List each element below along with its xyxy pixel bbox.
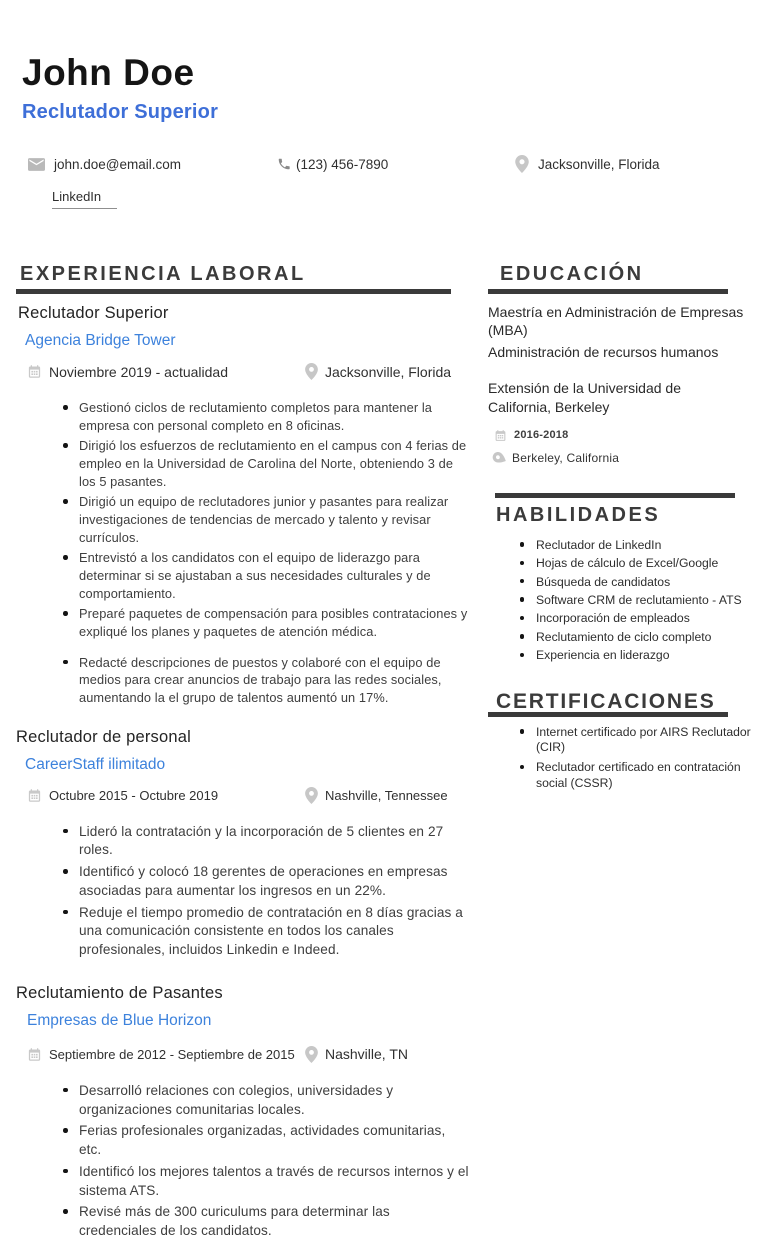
experience-section	[16, 263, 470, 1244]
education-heading-bar	[488, 289, 728, 294]
phone-text: (123) 456-7890	[296, 156, 389, 172]
education-dates	[488, 429, 744, 442]
skill-item: Reclutamiento de ciclo completo	[520, 630, 744, 645]
job-company-link[interactable]: Agencia Bridge Tower	[25, 332, 176, 349]
contact-phone	[277, 157, 515, 172]
job-bullet: Revisé más de 300 curiculums para determinar las credenciales de los candidatos.	[62, 1203, 470, 1241]
job-company-link[interactable]: Empresas de Blue Horizon	[27, 1011, 212, 1029]
certifications-heading: CERTIFICACIONES	[496, 689, 716, 713]
job-location-text: Jacksonville, Florida	[325, 363, 452, 380]
certifications-list	[488, 724, 751, 791]
job-company-link[interactable]: CareerStaff ilimitado	[25, 755, 166, 773]
location-text: Jacksonville, Florida	[538, 156, 660, 172]
skill-item: Búsqueda de candidatos	[520, 575, 744, 590]
skills-section	[488, 493, 744, 663]
envelope-icon	[28, 158, 45, 171]
job-dates	[27, 364, 305, 380]
job-location-text: Nashville, Tennessee	[325, 787, 448, 803]
skill-item: Reclutador de LinkedIn	[520, 538, 744, 553]
location-pin-icon	[305, 1046, 318, 1063]
job-meta-row	[16, 363, 470, 380]
location-pin-icon	[305, 787, 318, 804]
education-field: Administración de recursos humanos	[488, 344, 719, 361]
person-name: John Doe	[22, 52, 195, 93]
job-bullet: Preparé paquetes de compensación para posibles contrataciones y expliqué los planes y paquetes de atención médica.	[62, 605, 470, 640]
contact-row	[22, 155, 768, 173]
sidebar-column	[488, 263, 751, 795]
job-bullet: Dirigió un equipo de reclutadores junior y pasantes para realizar investigaciones de tendencias de mercado y talento y revisar currículos.	[62, 493, 470, 546]
certifications-section	[488, 689, 751, 791]
experience-heading: EXPERIENCIA LABORAL	[20, 263, 306, 285]
location-pin-icon	[305, 363, 318, 380]
job-bullet: Ferias profesionales organizadas, actividades comunitarias, etc.	[62, 1122, 470, 1160]
job-entry	[16, 304, 470, 707]
experience-heading-bar	[16, 289, 451, 294]
resume-body	[0, 263, 768, 1244]
job-bullet-list	[16, 1082, 470, 1241]
email-text: john.doe@email.com	[54, 156, 182, 172]
phone-icon	[277, 157, 291, 171]
job-dates-text: Noviembre 2019 - actualidad	[49, 363, 228, 380]
skills-list	[488, 538, 744, 663]
linkedin-row	[22, 188, 768, 209]
job-dates	[27, 788, 305, 803]
job-bullet-list	[16, 399, 470, 707]
job-bullet: Identificó y colocó 18 gerentes de operaciones en empresas asociadas para aumentar los ingresos en un 22%.	[62, 863, 470, 901]
job-title: Reclutador Superior	[18, 304, 169, 322]
job-bullet: Dirigió los esfuerzos de reclutamiento en el campus con 4 ferias de empleo en la Universidad de Carolina del Norte, obteniendo 3 de los 5 pasantes.	[62, 437, 470, 490]
job-location	[305, 363, 451, 380]
job-title: Reclutador de personal	[16, 727, 192, 746]
job-meta-row	[16, 787, 470, 804]
contact-location	[515, 155, 660, 173]
skills-heading-bar	[495, 493, 735, 498]
calendar-icon	[494, 429, 507, 442]
education-section	[488, 263, 744, 465]
education-dates-text: 2016-2018	[514, 429, 569, 442]
education-school: Extensión de la Universidad de California, Berkeley	[488, 380, 682, 415]
certification-item: Internet certificado por AIRS Reclutador (CIR)	[520, 725, 752, 756]
job-bullet: Entrevistó a los candidatos con el equipo de liderazgo para determinar si se ajustaban a sus necesidades culturales y de comportamiento.	[62, 549, 470, 602]
location-pin-icon	[494, 451, 505, 465]
contact-email	[28, 157, 277, 172]
job-meta-row	[16, 1046, 470, 1063]
job-bullet: Identificó los mejores talentos a través de recursos internos y el sistema ATS.	[62, 1163, 470, 1201]
resume-header	[0, 0, 768, 209]
job-location	[305, 1046, 408, 1063]
job-location	[305, 787, 448, 804]
calendar-icon	[27, 788, 42, 803]
job-bullet: Gestionó ciclos de reclutamiento completos para mantener la empresa con personal completo en 8 oficinas.	[62, 399, 470, 434]
calendar-icon	[27, 1047, 42, 1062]
education-location-text: Berkeley, California	[512, 450, 620, 465]
education-heading: EDUCACIÓN	[500, 263, 644, 285]
education-location	[488, 451, 744, 465]
job-bullet: Lideró la contratación y la incorporación de 5 clientes en 27 roles.	[62, 823, 470, 861]
job-title: Reclutamiento de Pasantes	[16, 983, 223, 1002]
job-dates-text: Septiembre de 2012 - Septiembre de 2015	[49, 1046, 295, 1062]
job-bullet: Reduje el tiempo promedio de contratación en 8 días gracias a una comunicación consistente en todos los canales profesionales, incluidos Linkedin e Indeed.	[62, 904, 470, 960]
job-entry	[16, 728, 470, 960]
calendar-icon	[27, 364, 42, 379]
skill-item: Experiencia en liderazgo	[520, 648, 744, 663]
skill-item: Incorporación de empleados	[520, 611, 744, 626]
person-job-title: Reclutador Superior	[22, 101, 219, 123]
job-bullet-list	[16, 823, 470, 960]
skills-heading: HABILIDADES	[496, 503, 661, 526]
education-degree: Maestría en Administración de Empresas (MBA)	[488, 304, 744, 339]
job-bullet: Redacté descripciones de puestos y colaboré con el equipo de medios para crear anuncios de trabajo para las redes sociales, aumentando la el grupo de talentos aumentó un 17%.	[62, 654, 470, 707]
job-location-text: Nashville, TN	[325, 1046, 408, 1063]
job-dates-text: Octubre 2015 - Octubre 2019	[49, 787, 219, 803]
job-bullet: Desarrolló relaciones con colegios, universidades y organizaciones comunitarias locales.	[62, 1082, 470, 1120]
linkedin-link[interactable]: LinkedIn	[52, 189, 117, 209]
skill-item: Hojas de cálculo de Excel/Google	[520, 556, 744, 571]
job-dates	[27, 1047, 305, 1062]
skill-item: Software CRM de reclutamiento - ATS	[520, 593, 744, 608]
job-entry	[16, 984, 470, 1241]
certification-item: Reclutador certificado en contratación social (CSSR)	[520, 760, 752, 791]
location-pin-icon	[515, 155, 529, 173]
